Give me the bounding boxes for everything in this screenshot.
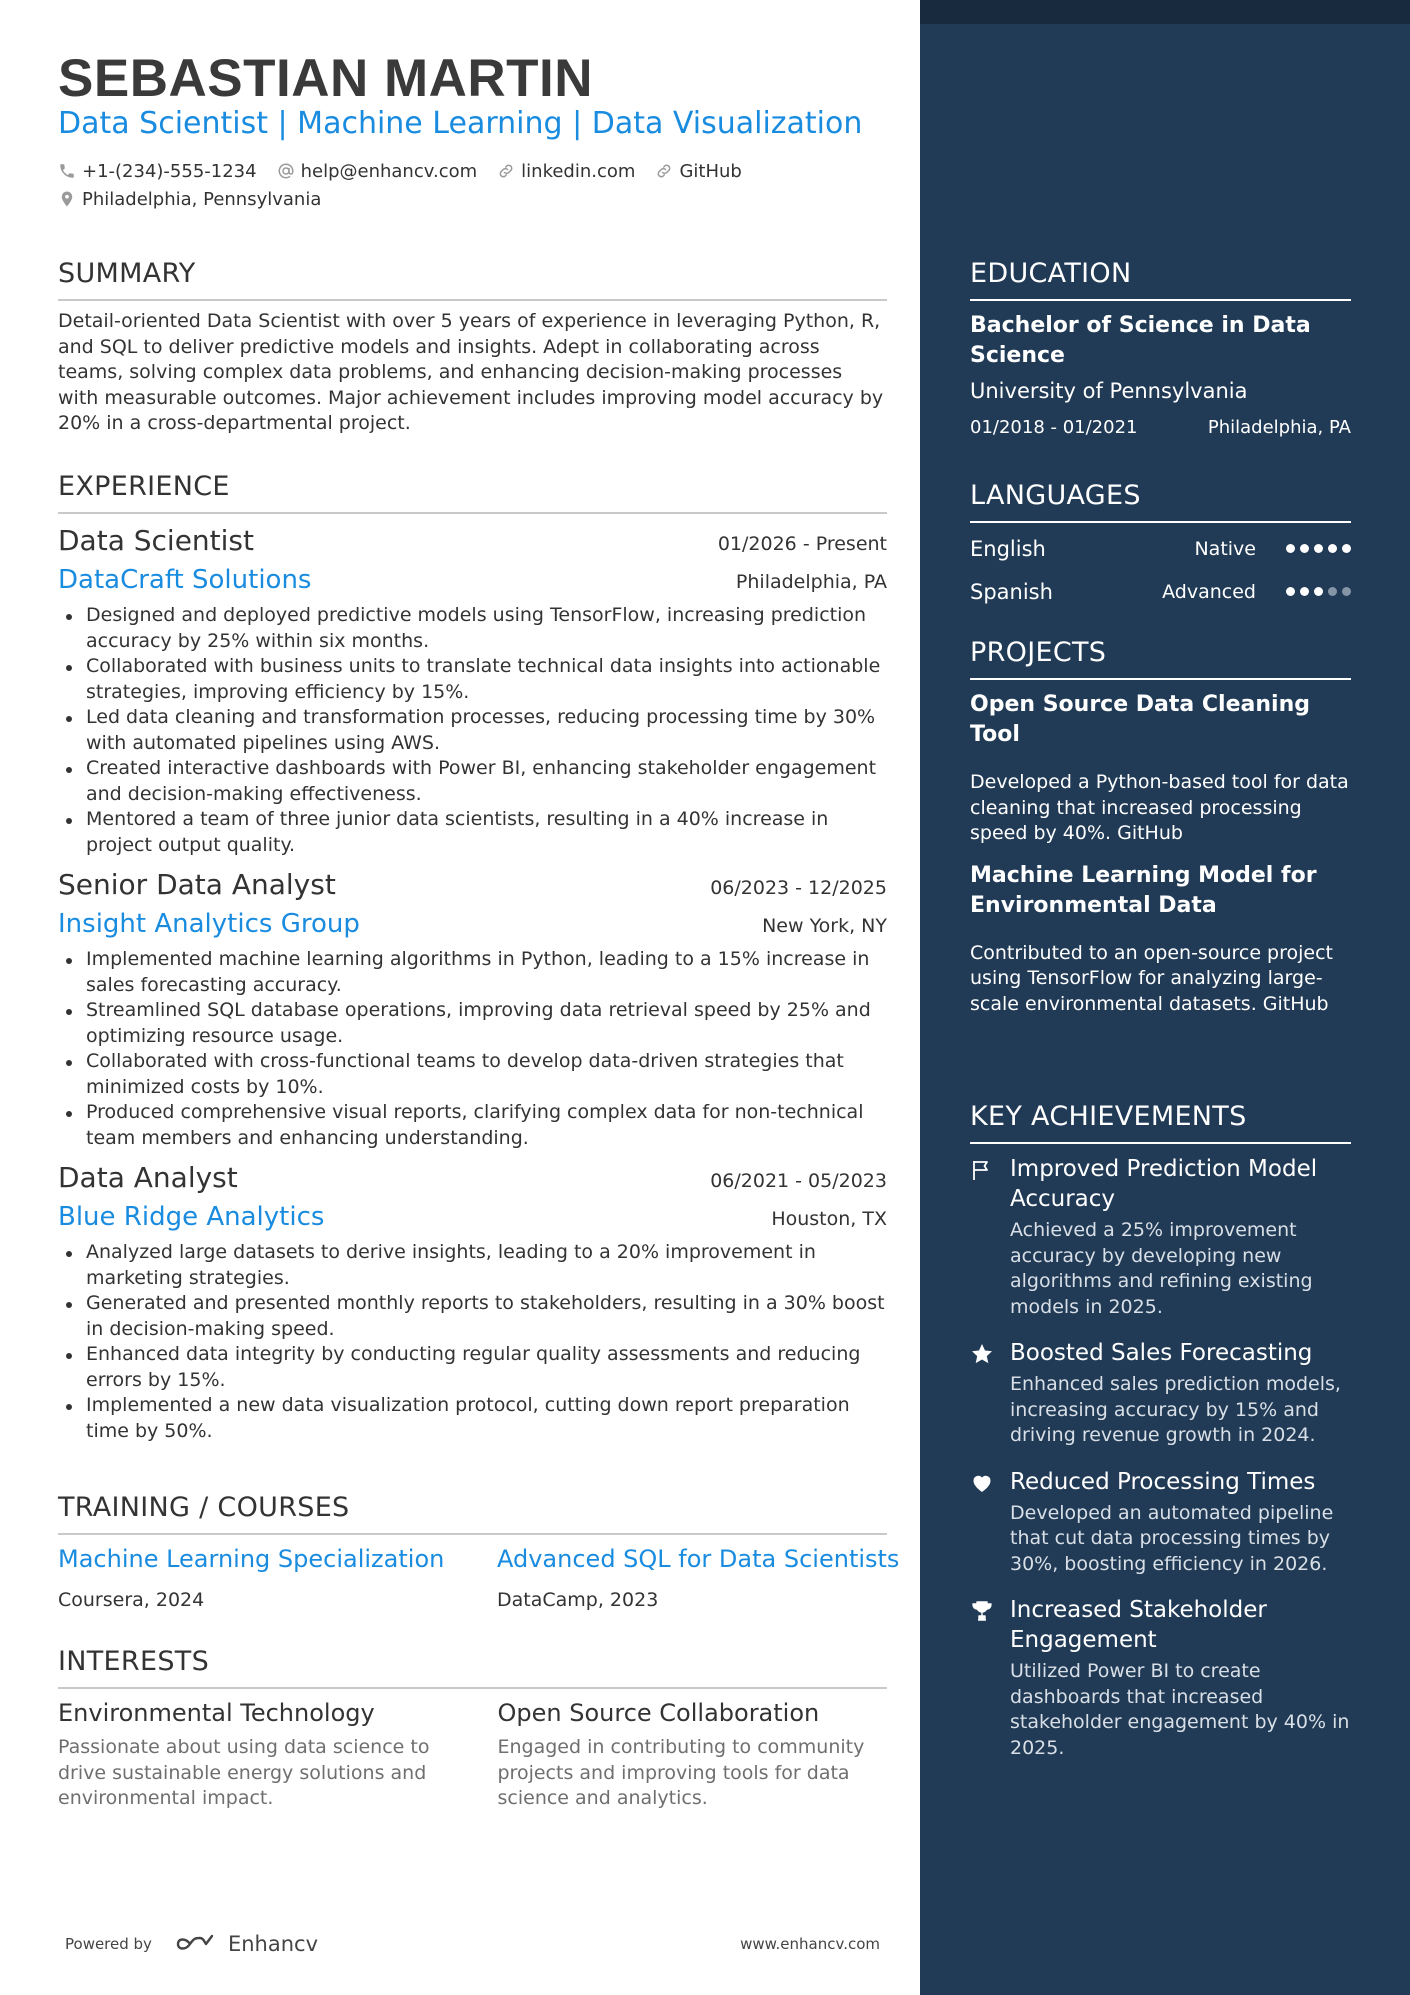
course-name[interactable]: Advanced SQL for Data Scientists (497, 1545, 900, 1573)
candidate-name: SEBASTIAN MARTIN (58, 49, 594, 108)
language-rating (1286, 544, 1351, 553)
project-item (970, 861, 1351, 1018)
languages-section (970, 480, 1351, 613)
languages-heading: LANGUAGES (970, 480, 1351, 523)
rating-dot-filled (1342, 544, 1351, 553)
job-location: Philadelphia, PA (735, 571, 887, 593)
location-pin-icon (58, 190, 76, 208)
achievement-desc: Developed an automated pipeline that cut data processing times by 30%, boosting efficiency in 2026. (1010, 1501, 1334, 1575)
language-name: Spanish (970, 579, 1053, 604)
language-level: Native (1194, 537, 1256, 560)
location-text: Philadelphia, Pennsylvania (82, 188, 322, 210)
achievement-item (970, 1467, 1351, 1578)
rating-dot-filled (1314, 544, 1323, 553)
summary-section (58, 258, 887, 437)
enhancv-logo-icon (176, 1932, 222, 1956)
job-title: Senior Data Analyst (58, 868, 336, 901)
education-heading: EDUCATION (970, 258, 1351, 301)
summary-heading: SUMMARY (58, 258, 887, 301)
flag-icon (970, 1158, 994, 1182)
github-contact[interactable] (655, 161, 741, 182)
experience-heading: EXPERIENCE (58, 471, 887, 514)
achievement-desc: Achieved a 25% improvement accuracy by developing new algorithms and refining existing models in 2025. (1010, 1219, 1313, 1318)
bullet-item: Collaborated with cross-functional teams to develop data-driven strategies that minimized costs by 10%. (58, 1049, 887, 1100)
language-item (970, 527, 1351, 570)
project-title: Open Source Data Cleaning Tool (970, 692, 1310, 747)
achievements-heading: KEY ACHIEVEMENTS (970, 1101, 1351, 1144)
heart-icon (970, 1471, 994, 1495)
rating-dot-filled (1300, 587, 1309, 596)
achievement-title: Reduced Processing Times (1010, 1468, 1316, 1495)
bullet-item: Generated and presented monthly reports to stakeholders, resulting in a 30% boost in decision-making speed. (58, 1291, 887, 1342)
project-desc: Contributed to an open-source project using TensorFlow for analyzing large-scale environmental datasets. GitHub (970, 941, 1334, 1015)
course-item (58, 1545, 447, 1611)
link-icon (655, 162, 673, 180)
projects-heading: PROJECTS (970, 637, 1351, 680)
footer-url[interactable]: www.enhancv.com (740, 1935, 880, 1953)
interest-item (498, 1699, 888, 1812)
rating-dot-empty (1342, 587, 1351, 596)
company-name[interactable]: DataCraft Solutions (58, 565, 312, 595)
powered-by (65, 1932, 318, 1956)
course-item (497, 1545, 900, 1611)
achievement-title: Boosted Sales Forecasting (1010, 1340, 1313, 1366)
linkedin-text: linkedin.com (521, 160, 636, 182)
phone-text: +1-(234)-555-1234 (82, 160, 257, 182)
course-provider: DataCamp, 2023 (497, 1589, 659, 1611)
job-dates: 06/2021 - 05/2023 (710, 1170, 887, 1192)
bullet-item: Collaborated with business units to translate technical data insights into actionable strategies, improving efficiency by 15%. (58, 654, 887, 705)
job-dates: 06/2023 - 12/2025 (710, 877, 887, 899)
phone-contact[interactable] (58, 161, 257, 182)
achievement-title: Improved Prediction Model Accuracy (1010, 1156, 1318, 1212)
contact-info (58, 158, 898, 214)
education-dates: 01/2018 - 01/2021 (970, 417, 1138, 438)
job-bullets (58, 947, 887, 1151)
project-item (970, 690, 1351, 847)
bullet-item: Produced comprehensive visual reports, clarifying complex data for non-technical team members and enhancing understanding. (58, 1100, 887, 1151)
at-icon (277, 162, 295, 180)
training-section (58, 1492, 900, 1611)
achievement-item (970, 1338, 1351, 1449)
job-location: Houston, TX (771, 1208, 887, 1230)
job-dates: 01/2026 - Present (717, 533, 887, 555)
language-item (970, 570, 1351, 613)
linkedin-contact[interactable] (497, 161, 635, 182)
projects-section (970, 637, 1351, 1017)
job-title: Data Scientist (58, 524, 254, 557)
bullet-item: Enhanced data integrity by conducting regular quality assessments and reducing errors by 15%. (58, 1342, 887, 1393)
experience-section (58, 471, 887, 1444)
course-name[interactable]: Machine Learning Specialization (58, 1545, 445, 1573)
school-name: University of Pennsylvania (970, 379, 1248, 403)
sidebar-top-bar (920, 0, 1410, 24)
link-icon (497, 162, 515, 180)
github-text: GitHub (679, 160, 742, 182)
company-name[interactable]: Insight Analytics Group (58, 909, 360, 939)
degree-name: Bachelor of Science in Data Science (970, 313, 1311, 368)
rating-dot-filled (1286, 544, 1295, 553)
job-title: Data Analyst (58, 1161, 238, 1194)
language-name: English (970, 536, 1046, 561)
bullet-item: Implemented a new data visualization protocol, cutting down report preparation time by 50%. (58, 1393, 887, 1444)
sidebar (920, 0, 1410, 1995)
email-contact[interactable] (277, 161, 478, 182)
star-icon (970, 1342, 994, 1366)
education-location: Philadelphia, PA (1207, 417, 1351, 438)
location-contact (58, 189, 321, 210)
rating-dot-filled (1314, 587, 1323, 596)
bullet-item: Led data cleaning and transformation processes, reducing processing time by 30% with automated pipelines using AWS. (58, 705, 887, 756)
interest-desc: Engaged in contributing to community projects and improving tools for data science and analytics. (497, 1736, 865, 1809)
rating-dot-filled (1300, 544, 1309, 553)
job-bullets (58, 603, 887, 858)
email-text: help@enhancv.com (300, 160, 478, 182)
interests-section (58, 1646, 887, 1812)
interest-desc: Passionate about using data science to drive sustainable energy solutions and environmental impact. (58, 1736, 430, 1809)
achievement-title: Increased Stakeholder Engagement (1010, 1597, 1267, 1653)
phone-icon (58, 162, 76, 180)
course-provider: Coursera, 2024 (58, 1589, 205, 1611)
summary-text: Detail-oriented Data Scientist with over 5 years of experience in leveraging Python, R, and SQL to deliver predictive models and insights. Adept in collaborating across teams, solving complex data problems, and enhancing decision-making processes with measurable outcomes. Major achievement includes improving model accuracy by 20% in a cross-departmental project. (58, 310, 884, 434)
rating-dot-filled (1328, 544, 1337, 553)
bullet-item: Streamlined SQL database operations, improving data retrieval speed by 25% and optimizing resource usage. (58, 998, 887, 1049)
company-name[interactable]: Blue Ridge Analytics (58, 1202, 325, 1232)
education-section (970, 258, 1351, 438)
trophy-icon (970, 1599, 994, 1623)
job-entry (58, 1161, 887, 1444)
achievement-desc: Enhanced sales prediction models, increasing accuracy by 15% and driving revenue growth in 2024. (1010, 1373, 1341, 1446)
job-location: New York, NY (762, 915, 887, 937)
bullet-item: Created interactive dashboards with Power BI, enhancing stakeholder engagement and decision-making effectiveness. (58, 756, 887, 807)
bullet-item: Designed and deployed predictive models using TensorFlow, increasing prediction accuracy by 25% within six months. (58, 603, 887, 654)
project-title: Machine Learning Model for Environmental Data (970, 862, 1317, 918)
footer (65, 1932, 880, 1956)
candidate-title: Data Scientist | Machine Learning | Data Visualization (58, 106, 863, 141)
job-entry (58, 524, 887, 858)
language-level: Advanced (1162, 580, 1256, 603)
achievements-section (970, 1101, 1351, 1761)
achievement-desc: Utilized Power BI to create dashboards that increased stakeholder engagement by 40% in 2025. (1010, 1660, 1350, 1759)
enhancv-logo[interactable] (176, 1932, 318, 1956)
language-rating (1286, 587, 1351, 596)
bullet-item: Implemented machine learning algorithms in Python, leading to a 15% increase in sales forecasting accuracy. (58, 947, 887, 998)
interest-name: Environmental Technology (58, 1699, 375, 1727)
interest-name: Open Source Collaboration (497, 1699, 820, 1727)
achievement-item (970, 1154, 1351, 1320)
project-desc: Developed a Python-based tool for data cleaning that increased processing speed by 40%. GitHub (970, 771, 1349, 844)
brand-name: Enhancv (227, 1932, 318, 1956)
job-bullets (58, 1240, 887, 1444)
interest-item (58, 1699, 448, 1812)
job-entry (58, 868, 887, 1151)
rating-dot-filled (1286, 587, 1295, 596)
training-heading: TRAINING / COURSES (58, 1492, 887, 1535)
interests-heading: INTERESTS (58, 1646, 887, 1689)
achievement-item (970, 1595, 1351, 1761)
bullet-item: Analyzed large datasets to derive insights, leading to a 20% improvement in marketing strategies. (58, 1240, 887, 1291)
rating-dot-empty (1328, 587, 1337, 596)
bullet-item: Mentored a team of three junior data scientists, resulting in a 40% increase in project output quality. (58, 807, 887, 858)
powered-by-label: Powered by (65, 1935, 152, 1953)
